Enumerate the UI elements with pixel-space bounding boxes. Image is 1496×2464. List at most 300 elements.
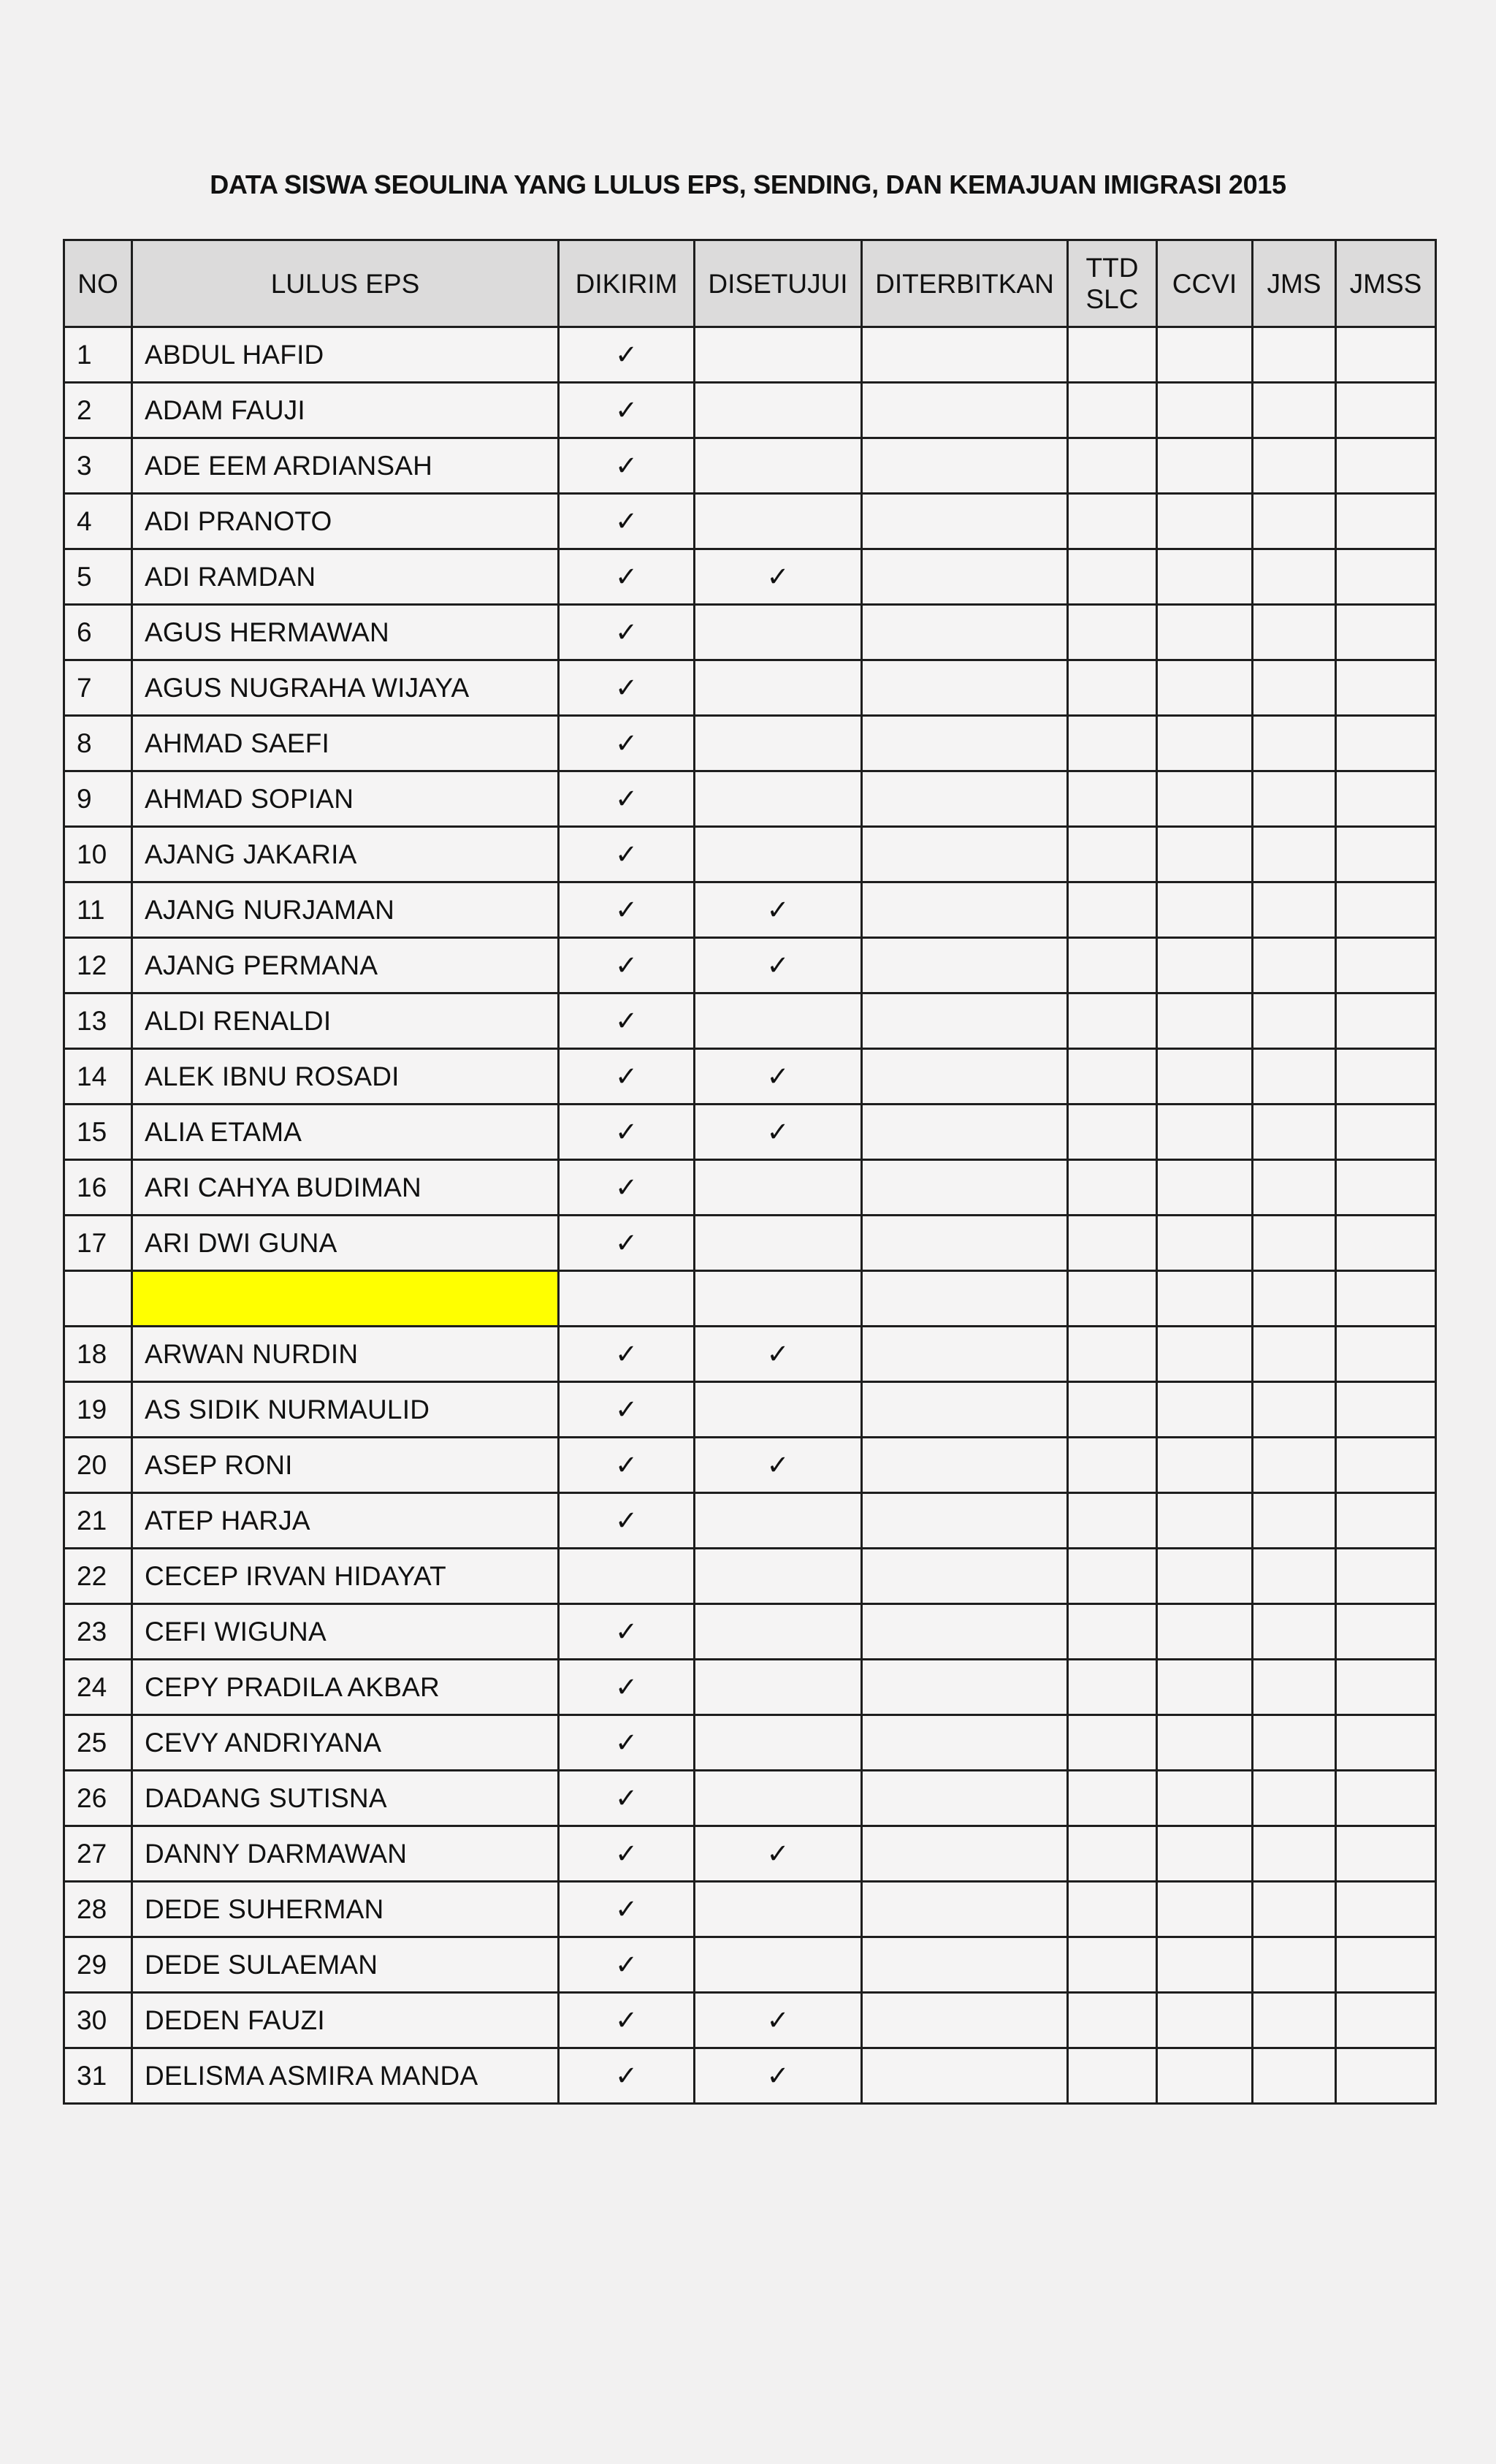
cell-jmss <box>1336 327 1436 383</box>
check-icon: ✓ <box>614 728 638 759</box>
cell-name: ALDI RENALDI <box>132 993 559 1049</box>
cell-diterbitkan <box>862 993 1068 1049</box>
check-icon: ✓ <box>614 450 638 481</box>
cell-ttd-slc <box>1068 438 1157 494</box>
cell-disetujui <box>695 1160 862 1216</box>
cell-dikirim <box>559 1216 695 1271</box>
table-row <box>64 827 1436 882</box>
table-row <box>64 383 1436 438</box>
cell-diterbitkan <box>862 716 1068 771</box>
cell-no: 16 <box>64 1160 132 1216</box>
cell-jms <box>1253 383 1336 438</box>
cell-dikirim <box>559 1271 695 1327</box>
cell-jms <box>1253 327 1336 383</box>
cell-ttd-slc <box>1068 1216 1157 1271</box>
cell-jmss <box>1336 1993 1436 2048</box>
cell-no: 28 <box>64 1882 132 1937</box>
cell-disetujui <box>695 1327 862 1382</box>
cell-jmss <box>1336 1438 1436 1493</box>
header-ccvi: CCVI <box>1157 240 1253 327</box>
cell-no: 24 <box>64 1660 132 1715</box>
cell-diterbitkan <box>862 660 1068 716</box>
check-icon: ✓ <box>614 672 638 703</box>
cell-disetujui <box>695 1216 862 1271</box>
cell-disetujui <box>695 938 862 993</box>
check-icon: ✓ <box>766 894 790 926</box>
cell-name: CEFI WIGUNA <box>132 1604 559 1660</box>
cell-no: 15 <box>64 1105 132 1160</box>
cell-ccvi <box>1157 771 1253 827</box>
cell-disetujui <box>695 327 862 383</box>
cell-dikirim <box>559 2048 695 2104</box>
cell-diterbitkan <box>862 1382 1068 1438</box>
check-icon: ✓ <box>614 339 638 370</box>
cell-jmss <box>1336 1937 1436 1993</box>
cell-dikirim <box>559 1549 695 1604</box>
cell-disetujui <box>695 1882 862 1937</box>
cell-jms <box>1253 1493 1336 1549</box>
table-row <box>64 1715 1436 1771</box>
cell-name: DEDE SUHERMAN <box>132 1882 559 1937</box>
cell-name: ADI RAMDAN <box>132 549 559 605</box>
table-row <box>64 1105 1436 1160</box>
cell-no: 5 <box>64 549 132 605</box>
cell-no: 6 <box>64 605 132 660</box>
cell-jmss <box>1336 1882 1436 1937</box>
cell-diterbitkan <box>862 1216 1068 1271</box>
cell-jmss <box>1336 2048 1436 2104</box>
cell-jmss <box>1336 771 1436 827</box>
cell-disetujui <box>695 549 862 605</box>
table-row <box>64 660 1436 716</box>
cell-dikirim <box>559 605 695 660</box>
cell-jms <box>1253 1160 1336 1216</box>
cell-name: CECEP IRVAN HIDAYAT <box>132 1549 559 1604</box>
check-icon: ✓ <box>614 1671 638 1703</box>
cell-jmss <box>1336 1493 1436 1549</box>
cell-jms <box>1253 1993 1336 2048</box>
cell-diterbitkan <box>862 1771 1068 1826</box>
cell-ttd-slc <box>1068 1160 1157 1216</box>
header-diterbitkan: DITERBITKAN <box>862 240 1068 327</box>
table-row <box>64 1271 1436 1327</box>
cell-no: 23 <box>64 1604 132 1660</box>
cell-name: ARI DWI GUNA <box>132 1216 559 1271</box>
cell-disetujui <box>695 1826 862 1882</box>
cell-ttd-slc <box>1068 1660 1157 1715</box>
cell-jmss <box>1336 1160 1436 1216</box>
cell-jms <box>1253 438 1336 494</box>
cell-dikirim <box>559 1826 695 1882</box>
cell-no: 21 <box>64 1493 132 1549</box>
check-icon: ✓ <box>614 506 638 537</box>
cell-diterbitkan <box>862 494 1068 549</box>
check-icon: ✓ <box>614 617 638 648</box>
cell-jms <box>1253 1937 1336 1993</box>
check-icon: ✓ <box>614 1838 638 1869</box>
table-row <box>64 771 1436 827</box>
cell-ccvi <box>1157 1382 1253 1438</box>
cell-name: ADAM FAUJI <box>132 383 559 438</box>
cell-name: ADI PRANOTO <box>132 494 559 549</box>
table-row <box>64 1382 1436 1438</box>
cell-jmss <box>1336 1105 1436 1160</box>
cell-ccvi <box>1157 1438 1253 1493</box>
cell-dikirim <box>559 1882 695 1937</box>
header-ttd-slc: TTD SLC <box>1068 240 1157 327</box>
cell-disetujui <box>695 1493 862 1549</box>
cell-disetujui <box>695 494 862 549</box>
cell-diterbitkan <box>862 1826 1068 1882</box>
cell-jmss <box>1336 1271 1436 1327</box>
header-no: NO <box>64 240 132 327</box>
header-jmss: JMSS <box>1336 240 1436 327</box>
cell-diterbitkan <box>862 771 1068 827</box>
check-icon: ✓ <box>614 1505 638 1536</box>
check-icon: ✓ <box>614 1893 638 1925</box>
cell-no: 31 <box>64 2048 132 2104</box>
cell-ccvi <box>1157 882 1253 938</box>
cell-disetujui <box>695 1549 862 1604</box>
cell-ccvi <box>1157 1216 1253 1271</box>
cell-ttd-slc <box>1068 1715 1157 1771</box>
cell-name: AJANG JAKARIA <box>132 827 559 882</box>
cell-diterbitkan <box>862 2048 1068 2104</box>
header-dikirim: DIKIRIM <box>559 240 695 327</box>
cell-disetujui <box>695 1604 862 1660</box>
cell-ttd-slc <box>1068 1105 1157 1160</box>
table-row <box>64 938 1436 993</box>
cell-jms <box>1253 1715 1336 1771</box>
cell-jms <box>1253 882 1336 938</box>
check-icon: ✓ <box>766 1116 790 1148</box>
cell-jms <box>1253 660 1336 716</box>
cell-ccvi <box>1157 827 1253 882</box>
cell-diterbitkan <box>862 605 1068 660</box>
cell-diterbitkan <box>862 438 1068 494</box>
cell-disetujui <box>695 1993 862 2048</box>
cell-ccvi <box>1157 1049 1253 1105</box>
cell-ccvi <box>1157 549 1253 605</box>
cell-jmss <box>1336 938 1436 993</box>
cell-ccvi <box>1157 1771 1253 1826</box>
table-body <box>64 327 1436 2104</box>
cell-diterbitkan <box>862 327 1068 383</box>
cell-ccvi <box>1157 1105 1253 1160</box>
cell-jms <box>1253 1882 1336 1937</box>
cell-name: AGUS HERMAWAN <box>132 605 559 660</box>
cell-ccvi <box>1157 993 1253 1049</box>
check-icon: ✓ <box>614 1616 638 1647</box>
table-row <box>64 438 1436 494</box>
cell-diterbitkan <box>862 1937 1068 1993</box>
check-icon: ✓ <box>614 1949 638 1980</box>
check-icon: ✓ <box>614 2060 638 2091</box>
cell-jmss <box>1336 383 1436 438</box>
cell-ccvi <box>1157 1882 1253 1937</box>
cell-no: 8 <box>64 716 132 771</box>
cell-name: DANNY DARMAWAN <box>132 1826 559 1882</box>
cell-ttd-slc <box>1068 383 1157 438</box>
check-icon: ✓ <box>766 1838 790 1869</box>
cell-disetujui <box>695 438 862 494</box>
cell-jms <box>1253 1049 1336 1105</box>
table-row <box>64 327 1436 383</box>
cell-diterbitkan <box>862 1438 1068 1493</box>
check-icon: ✓ <box>766 1338 790 1370</box>
cell-dikirim <box>559 1160 695 1216</box>
cell-jms <box>1253 1438 1336 1493</box>
cell-ccvi <box>1157 327 1253 383</box>
cell-dikirim <box>559 882 695 938</box>
cell-dikirim <box>559 938 695 993</box>
check-icon: ✓ <box>614 1394 638 1425</box>
check-icon: ✓ <box>614 2005 638 2036</box>
cell-jms <box>1253 1382 1336 1438</box>
cell-name: AJANG PERMANA <box>132 938 559 993</box>
cell-dikirim <box>559 494 695 549</box>
cell-disetujui <box>695 1049 862 1105</box>
cell-no: 7 <box>64 660 132 716</box>
cell-name: ADE EEM ARDIANSAH <box>132 438 559 494</box>
cell-no: 17 <box>64 1216 132 1271</box>
cell-disetujui <box>695 771 862 827</box>
table-row <box>64 1771 1436 1826</box>
cell-name: AJANG NURJAMAN <box>132 882 559 938</box>
cell-jmss <box>1336 1327 1436 1382</box>
check-icon: ✓ <box>766 2005 790 2036</box>
cell-diterbitkan <box>862 1327 1068 1382</box>
cell-ccvi <box>1157 660 1253 716</box>
cell-ccvi <box>1157 1160 1253 1216</box>
table-row <box>64 882 1436 938</box>
cell-name: ARWAN NURDIN <box>132 1327 559 1382</box>
cell-dikirim <box>559 993 695 1049</box>
cell-no <box>64 1271 132 1327</box>
check-icon: ✓ <box>614 839 638 870</box>
cell-jmss <box>1336 1216 1436 1271</box>
cell-jmss <box>1336 494 1436 549</box>
student-table <box>63 239 1437 2105</box>
cell-no: 25 <box>64 1715 132 1771</box>
cell-jms <box>1253 771 1336 827</box>
cell-no: 1 <box>64 327 132 383</box>
cell-ccvi <box>1157 1604 1253 1660</box>
check-icon: ✓ <box>614 783 638 815</box>
cell-diterbitkan <box>862 1271 1068 1327</box>
cell-no: 22 <box>64 1549 132 1604</box>
cell-diterbitkan <box>862 1493 1068 1549</box>
cell-jms <box>1253 1771 1336 1826</box>
cell-jmss <box>1336 549 1436 605</box>
cell-diterbitkan <box>862 882 1068 938</box>
cell-ttd-slc <box>1068 938 1157 993</box>
cell-dikirim <box>559 1771 695 1826</box>
cell-jms <box>1253 549 1336 605</box>
cell-no: 14 <box>64 1049 132 1105</box>
cell-name: AHMAD SAEFI <box>132 716 559 771</box>
table-row <box>64 1049 1436 1105</box>
cell-dikirim <box>559 1993 695 2048</box>
cell-disetujui <box>695 383 862 438</box>
table-row <box>64 993 1436 1049</box>
check-icon: ✓ <box>614 1172 638 1203</box>
cell-dikirim <box>559 1937 695 1993</box>
cell-jmss <box>1336 1826 1436 1882</box>
cell-ttd-slc <box>1068 1549 1157 1604</box>
cell-jmss <box>1336 1549 1436 1604</box>
cell-no: 29 <box>64 1937 132 1993</box>
cell-jms <box>1253 605 1336 660</box>
cell-jmss <box>1336 605 1436 660</box>
table-row <box>64 1549 1436 1604</box>
cell-ccvi <box>1157 1493 1253 1549</box>
check-icon: ✓ <box>766 1061 790 1092</box>
table-row <box>64 2048 1436 2104</box>
cell-ttd-slc <box>1068 716 1157 771</box>
table-row <box>64 1438 1436 1493</box>
cell-dikirim <box>559 827 695 882</box>
cell-ttd-slc <box>1068 1771 1157 1826</box>
cell-jmss <box>1336 1660 1436 1715</box>
cell-dikirim <box>559 771 695 827</box>
cell-no: 4 <box>64 494 132 549</box>
cell-dikirim <box>559 1327 695 1382</box>
cell-ccvi <box>1157 938 1253 993</box>
cell-jms <box>1253 1105 1336 1160</box>
header-lulus-eps: LULUS EPS <box>132 240 559 327</box>
check-icon: ✓ <box>614 1005 638 1037</box>
cell-name: DELISMA ASMIRA MANDA <box>132 2048 559 2104</box>
cell-jmss <box>1336 1715 1436 1771</box>
cell-dikirim <box>559 1715 695 1771</box>
document-title: DATA SISWA SEOULINA YANG LULUS EPS, SENDING, DAN KEMAJUAN IMIGRASI 2015 <box>210 169 1286 199</box>
cell-no: 12 <box>64 938 132 993</box>
cell-ccvi <box>1157 438 1253 494</box>
table-header-row <box>64 240 1436 327</box>
cell-ccvi <box>1157 1993 1253 2048</box>
cell-no: 2 <box>64 383 132 438</box>
cell-ccvi <box>1157 1660 1253 1715</box>
cell-jms <box>1253 2048 1336 2104</box>
cell-name: AHMAD SOPIAN <box>132 771 559 827</box>
cell-ttd-slc <box>1068 1993 1157 2048</box>
cell-dikirim <box>559 1493 695 1549</box>
cell-jms <box>1253 1826 1336 1882</box>
cell-jms <box>1253 716 1336 771</box>
cell-name: DADANG SUTISNA <box>132 1771 559 1826</box>
check-icon: ✓ <box>766 1449 790 1481</box>
cell-ccvi <box>1157 1549 1253 1604</box>
cell-ttd-slc <box>1068 494 1157 549</box>
cell-diterbitkan <box>862 383 1068 438</box>
cell-name: CEVY ANDRIYANA <box>132 1715 559 1771</box>
cell-ttd-slc <box>1068 771 1157 827</box>
cell-no: 9 <box>64 771 132 827</box>
check-icon: ✓ <box>614 950 638 981</box>
table-row <box>64 1160 1436 1216</box>
cell-dikirim <box>559 1438 695 1493</box>
cell-name: ALIA ETAMA <box>132 1105 559 1160</box>
header-disetujui: DISETUJUI <box>695 240 862 327</box>
check-icon: ✓ <box>614 1227 638 1259</box>
cell-disetujui <box>695 1271 862 1327</box>
cell-disetujui <box>695 1771 862 1826</box>
cell-name: ABDUL HAFID <box>132 327 559 383</box>
cell-disetujui <box>695 1937 862 1993</box>
cell-dikirim <box>559 1105 695 1160</box>
table-row <box>64 1937 1436 1993</box>
cell-name: DEDEN FAUZI <box>132 1993 559 2048</box>
cell-dikirim <box>559 1382 695 1438</box>
table-row <box>64 1216 1436 1271</box>
cell-diterbitkan <box>862 1993 1068 2048</box>
cell-ttd-slc <box>1068 660 1157 716</box>
cell-disetujui <box>695 1660 862 1715</box>
cell-name: DEDE SULAEMAN <box>132 1937 559 1993</box>
cell-disetujui <box>695 1438 862 1493</box>
check-icon: ✓ <box>614 1727 638 1758</box>
cell-jmss <box>1336 882 1436 938</box>
table-row <box>64 1327 1436 1382</box>
cell-ccvi <box>1157 1327 1253 1382</box>
table-row <box>64 1826 1436 1882</box>
cell-diterbitkan <box>862 1604 1068 1660</box>
cell-ccvi <box>1157 1826 1253 1882</box>
table-row <box>64 1993 1436 2048</box>
cell-jms <box>1253 938 1336 993</box>
cell-diterbitkan <box>862 549 1068 605</box>
cell-jms <box>1253 494 1336 549</box>
check-icon: ✓ <box>766 2060 790 2091</box>
cell-dikirim <box>559 1049 695 1105</box>
cell-diterbitkan <box>862 1715 1068 1771</box>
cell-diterbitkan <box>862 1160 1068 1216</box>
cell-no: 20 <box>64 1438 132 1493</box>
cell-diterbitkan <box>862 1660 1068 1715</box>
check-icon: ✓ <box>614 561 638 592</box>
check-icon: ✓ <box>614 1449 638 1481</box>
cell-ttd-slc <box>1068 605 1157 660</box>
cell-ttd-slc <box>1068 1826 1157 1882</box>
cell-disetujui <box>695 1105 862 1160</box>
cell-ccvi <box>1157 605 1253 660</box>
cell-dikirim <box>559 716 695 771</box>
cell-ttd-slc <box>1068 1882 1157 1937</box>
table-row <box>64 494 1436 549</box>
cell-ttd-slc <box>1068 882 1157 938</box>
table-row <box>64 605 1436 660</box>
cell-disetujui <box>695 882 862 938</box>
cell-diterbitkan <box>862 827 1068 882</box>
cell-name: AS SIDIK NURMAULID <box>132 1382 559 1438</box>
table-row <box>64 1882 1436 1937</box>
cell-no: 27 <box>64 1826 132 1882</box>
cell-dikirim <box>559 549 695 605</box>
cell-jms <box>1253 1660 1336 1715</box>
cell-jms <box>1253 1604 1336 1660</box>
check-icon: ✓ <box>614 1782 638 1814</box>
cell-disetujui <box>695 1715 862 1771</box>
check-icon: ✓ <box>766 561 790 592</box>
cell-jmss <box>1336 1604 1436 1660</box>
cell-jmss <box>1336 438 1436 494</box>
cell-jms <box>1253 827 1336 882</box>
cell-jms <box>1253 1327 1336 1382</box>
cell-dikirim <box>559 1660 695 1715</box>
cell-jms <box>1253 993 1336 1049</box>
cell-ccvi <box>1157 494 1253 549</box>
